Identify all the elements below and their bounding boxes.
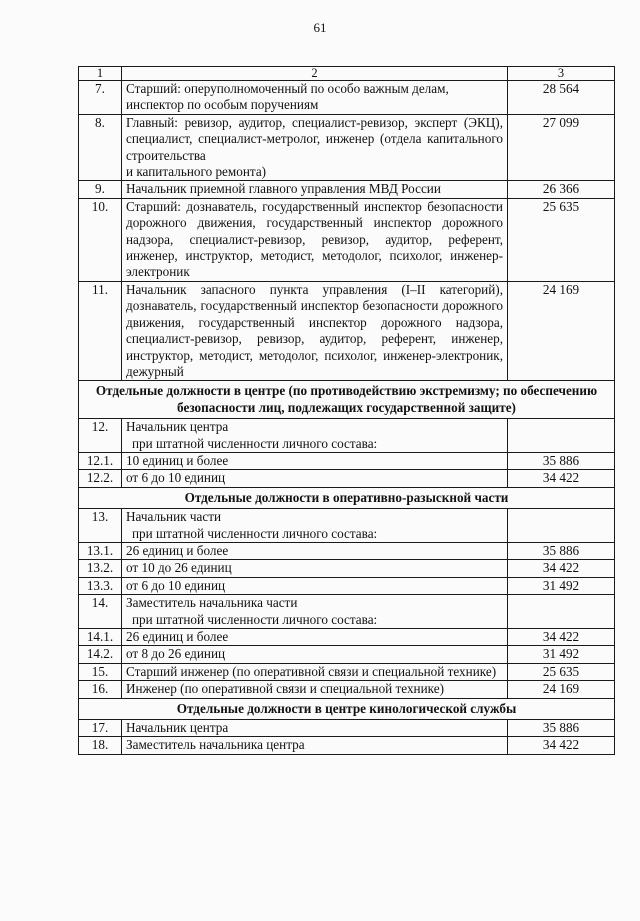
position-description (122, 720, 508, 737)
staff-size-note: при штатной численности личного состава: (132, 435, 378, 451)
salary-value (508, 595, 615, 629)
description-line: Главный: ревизор, аудитор, специалист-ревизор, эксперт (ЭКЦ), специалист, специалист-метролог, инженер (отдела капитального строительства (126, 114, 503, 163)
section-heading: Отдельные должности в оперативно-разыскной части (79, 487, 615, 508)
table-row (79, 509, 615, 543)
row-number: 9. (79, 181, 122, 198)
column-header: 3 (508, 67, 615, 81)
row-number: 13. (79, 509, 122, 543)
position-description (122, 281, 508, 380)
salary-value: 24 169 (508, 281, 615, 380)
salary-table (78, 66, 615, 755)
salary-value: 28 564 (508, 81, 615, 115)
description-line: от 6 до 10 единиц (126, 577, 226, 593)
section-heading-row (79, 381, 615, 419)
position-description (122, 470, 508, 487)
table-row (79, 281, 615, 380)
description-line: 10 единиц и более (126, 452, 229, 468)
salary-value: 26 366 (508, 181, 615, 198)
position-description (122, 509, 508, 543)
description-line: Начальник центра (126, 720, 229, 736)
table-row (79, 577, 615, 594)
salary-value: 35 886 (508, 720, 615, 737)
row-number: 13.3. (79, 577, 122, 594)
table-row (79, 419, 615, 453)
row-number: 18. (79, 737, 122, 754)
row-number: 14. (79, 595, 122, 629)
position-description (122, 663, 508, 680)
salary-value: 34 422 (508, 470, 615, 487)
row-number: 13.2. (79, 560, 122, 577)
row-number: 11. (79, 281, 122, 380)
table-header-row (79, 67, 615, 81)
description-line: 26 единиц и более (126, 542, 229, 558)
description-line: Начальник запасного пункта управления (I–II категорий), дознаватель, государственный инспектор безопасности дорожного движения, государственный инспектор дорожного надзора, специалист-ревизор, ревизор, аудитор, референт, инженер, инструктор, методист, методолог, психолог, инженер-электроник, дежурный (126, 281, 503, 379)
section-heading: Отдельные должности в центре кинологической службы (79, 698, 615, 719)
table-row (79, 542, 615, 559)
table-row (79, 663, 615, 680)
salary-value: 25 635 (508, 663, 615, 680)
position-description (122, 181, 508, 198)
table-row (79, 720, 615, 737)
description-line: от 6 до 10 единиц (126, 470, 226, 486)
table-row (79, 181, 615, 198)
description-line: 26 единиц и более (126, 629, 229, 644)
description-line: от 8 до 26 единиц (126, 646, 226, 662)
table-row (79, 737, 615, 754)
position-description (122, 198, 508, 281)
staff-size-note: при штатной численности личного состава: (132, 611, 378, 627)
table-row (79, 198, 615, 281)
row-number: 13.1. (79, 542, 122, 559)
description-line: Инженер (по оперативной связи и специальной технике) (126, 681, 444, 697)
position-description (122, 646, 508, 663)
salary-value: 31 492 (508, 577, 615, 594)
row-number: 14.1. (79, 629, 122, 646)
description-line: Старший: оперуполномоченный по особо важным делам, (126, 81, 449, 96)
column-header: 2 (122, 67, 508, 81)
position-description (122, 114, 508, 181)
salary-value: 34 422 (508, 737, 615, 754)
table-row (79, 452, 615, 469)
position-description (122, 542, 508, 559)
row-number: 12.2. (79, 470, 122, 487)
description-line: Начальник части (126, 509, 222, 525)
description-line: Начальник центра (126, 419, 229, 435)
row-number: 10. (79, 198, 122, 281)
table-row (79, 681, 615, 698)
salary-value (508, 509, 615, 543)
row-number: 17. (79, 720, 122, 737)
salary-value: 25 635 (508, 198, 615, 281)
table-row (79, 595, 615, 629)
row-number: 7. (79, 81, 122, 115)
section-heading: Отдельные должности в центре (по противодействию экстремизму; по обеспечению безопасности лиц, подлежащих государственной защите) (79, 381, 615, 419)
position-description (122, 629, 508, 646)
table-row (79, 81, 615, 115)
position-description (122, 595, 508, 629)
section-heading-row (79, 487, 615, 508)
salary-value (508, 419, 615, 453)
salary-value: 34 422 (508, 629, 615, 646)
description-line: Старший инженер (по оперативной связи и специальной технике) (126, 663, 497, 679)
table-row (79, 560, 615, 577)
description-line: Начальник приемной главного управления МВД России (126, 181, 441, 197)
position-description (122, 681, 508, 698)
position-description (122, 81, 508, 115)
description-line: инспектор по особым поручениям (126, 97, 319, 113)
description-line: Заместитель начальника части (126, 595, 298, 611)
salary-value: 35 886 (508, 452, 615, 469)
table-row (79, 629, 615, 646)
row-number: 8. (79, 114, 122, 181)
description-line: и капитального ремонта) (126, 164, 267, 180)
row-number: 12.1. (79, 452, 122, 469)
page-number: 61 (313, 20, 327, 35)
row-number: 15. (79, 663, 122, 680)
table-row (79, 114, 615, 181)
salary-value: 27 099 (508, 114, 615, 181)
description-line: Заместитель начальника центра (126, 737, 305, 753)
salary-value: 35 886 (508, 542, 615, 559)
row-number: 12. (79, 419, 122, 453)
position-description (122, 737, 508, 754)
position-description (122, 419, 508, 453)
salary-value: 34 422 (508, 560, 615, 577)
row-number: 14.2. (79, 646, 122, 663)
position-description (122, 577, 508, 594)
table-row (79, 470, 615, 487)
description-line: Старший: дознаватель, государственный инспектор безопасности дорожного движения, государственный инспектор дорожного надзора, специалист-ревизор, ревизор, аудитор, референт, инженер, инструктор, методист, методолог, психолог, инженер-электроник (126, 198, 503, 280)
row-number: 16. (79, 681, 122, 698)
description-line: от 10 до 26 единиц (126, 560, 232, 576)
position-description (122, 452, 508, 469)
salary-value: 31 492 (508, 646, 615, 663)
staff-size-note: при штатной численности личного состава: (132, 525, 378, 541)
column-header: 1 (79, 67, 122, 81)
table-row (79, 646, 615, 663)
salary-value: 24 169 (508, 681, 615, 698)
section-heading-row (79, 698, 615, 719)
position-description (122, 560, 508, 577)
